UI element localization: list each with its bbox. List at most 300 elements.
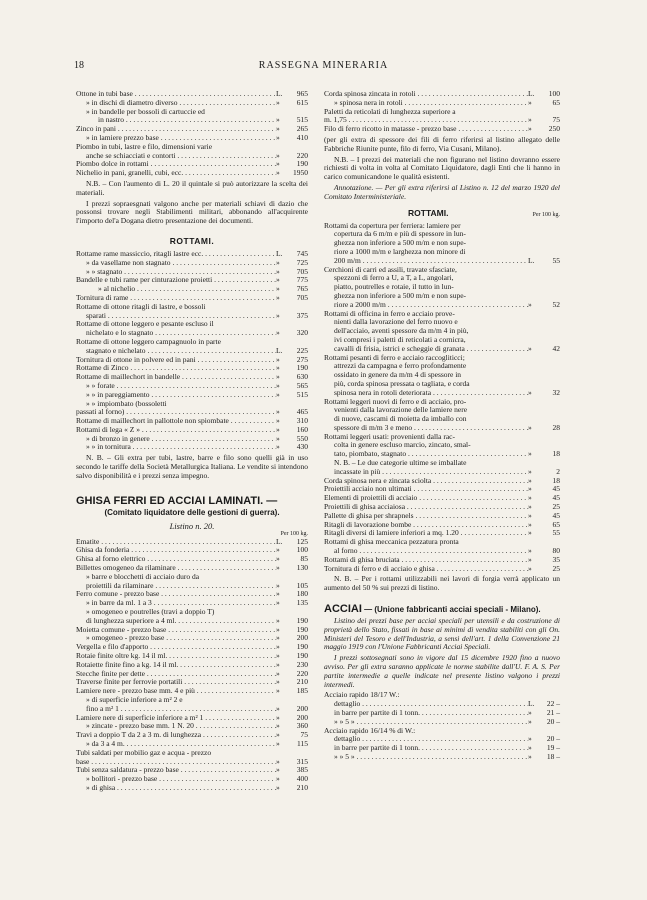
row-label: » spinosa nera in rotoli . . . [324,99,528,108]
row-currency: » [528,449,532,459]
price-row [324,230,560,239]
row-price: 28 [552,422,560,432]
row-label: ossidato in genere da m/m 4 di spessore in [334,371,462,380]
row-price: 775 [296,275,308,285]
row-currency: » [276,598,280,608]
price-row [76,643,308,652]
price-row [76,626,308,635]
row-label: Rottame di Zinco . . . [76,364,276,373]
row-label: Corda spinosa nera e zincata sciolta . . . [324,477,528,486]
row-label: tato, piombato, stagnato . . . [324,450,528,459]
row-label: Acciaio rapido 18/17 W.: [324,691,400,700]
price-row [324,108,560,117]
price-row [76,356,308,365]
row-price: 190 [296,159,308,169]
row-price: 400 [296,774,308,784]
row-price: 22 – [546,699,560,709]
row-label: spinosa nera in rotoli deteriorata . . . [324,389,528,398]
row-price: 75 [300,730,308,740]
row-label: Rottami di officina in ferro e acciaio prove- [324,309,455,318]
row-price: 230 [296,659,308,669]
price-row [324,556,560,565]
row-price: 42 [552,343,560,353]
row-price: 45 [552,493,560,503]
row-label: in barre per partite di 1 tonn. . . . [324,744,528,753]
row-label: Tornitura di ferro e di acciaio e ghisa . . . [324,565,528,574]
price-row [324,274,560,283]
row-label: Ghisa al forno elettrico . . . [76,555,276,564]
row-label: stagnato e nichelato . . . [76,347,276,356]
price-row [76,382,308,391]
row-label: Ferro comune - prezzo base . . . [76,590,276,599]
row-currency: » [276,633,280,643]
row-currency: » [528,343,532,353]
row-label: Lamiere nere - prezzo base mm. 4 e più . . . [76,687,276,696]
row-label: passati al forno) . . . [76,408,276,417]
price-row [76,312,308,321]
row-label: Rotaiette finite fino a kg. 14 il ml. . . . [76,661,276,670]
price-row [76,670,308,679]
ghisa-list [76,538,308,793]
row-currency: » [528,493,532,503]
row-price: 465 [296,407,308,417]
row-label: Bandelle e tubi rame per cinturazione proietti . . . [76,276,276,285]
row-price: 315 [296,756,308,766]
row-label: » omogeneo e poutrelles (travi a doppio T) [86,608,215,617]
row-price: 19 – [546,743,560,753]
row-label: dettaglio . . . [324,700,528,709]
row-currency: » [276,545,280,555]
right-column [324,90,560,762]
acciai-title: ACCIAI [324,603,362,616]
price-row [324,248,560,257]
row-price: 1950 [293,168,308,178]
row-price: 200 [296,703,308,713]
row-price: 75 [552,115,560,125]
row-price: 765 [296,284,308,294]
row-label: incassate in più . . . [324,468,528,477]
row-currency: » [276,765,280,775]
price-row [76,329,308,338]
row-price: 190 [296,615,308,625]
row-label: Rottami leggeri nuovi di ferro e di acciaio, pro- [324,397,467,406]
left-rottami-title: ROTTAMI. [169,235,215,246]
price-row [76,546,308,555]
row-currency: » [528,97,532,107]
row-price: 200 [296,633,308,643]
row-price: 190 [296,651,308,661]
row-price: 100 [296,545,308,555]
row-currency: » [528,751,532,761]
row-price: 190 [296,363,308,373]
price-row [76,617,308,626]
row-price: 320 [296,328,308,338]
row-currency: » [276,589,280,599]
price-row [76,276,308,285]
price-row [324,521,560,530]
row-label: Billettes omogeneo da rilaminare . . . [76,564,276,573]
row-currency: » [276,275,280,285]
row-label: Rottami pesanti di ferro e acciaio raccogliticci; [324,353,465,362]
row-currency: » [528,546,532,556]
row-label: » » stagnato . . . [76,268,276,277]
row-price: 630 [296,372,308,382]
row-label: » da vasellame non stagnato . . . [76,259,276,268]
price-row [76,573,308,582]
row-currency: » [528,502,532,512]
row-label: più, corda spinosa pressata o tagliata, e corda [334,379,470,388]
row-currency: » [276,442,280,452]
row-label: Proiettili di ghisa acciaiosa . . . [324,503,528,512]
row-currency: » [276,686,280,696]
price-row [76,364,308,373]
row-currency: » [276,372,280,382]
price-row [76,731,308,740]
row-label: Corda spinosa zincata in rotoli . . . [324,90,528,99]
row-label: Proiettili acciaio non ultimati . . . [324,485,528,494]
row-label: Ritagli diversi di lamiere inferiori a mq. 1.20 . . . [324,529,528,538]
row-price: 18 [552,475,560,485]
right-rottami-title: ROTTAMI. [408,207,449,218]
row-label: Elementi di proiettili di acciaio . . . [324,494,528,503]
row-currency: » [276,668,280,678]
row-currency: » [276,328,280,338]
row-currency: » [528,708,532,717]
price-row [324,125,560,134]
row-label: » di superficie inferiore a m² 2 e [86,696,183,705]
acciai-list [324,691,560,761]
row-price: 52 [552,299,560,309]
row-price: 25 [552,563,560,573]
row-label: di nuove, cascami di moietta da imballo con [334,415,467,424]
row-currency: L. [276,89,283,98]
row-label: Rottami di lega « Z » . . . [76,426,276,435]
price-row [76,714,308,723]
row-price: 200 [296,712,308,722]
row-label: in nastro . . . [76,116,276,125]
row-label: Rottame di maillechort in bandelle . . . [76,373,276,382]
ghisa-subtitle: (Comitato liquidatore delle gestioni di guerra). [104,507,280,517]
row-label: » » in pareggiamento . . . [76,391,276,400]
row-price: 18 [552,449,560,459]
row-currency: » [276,563,280,573]
row-label: » al nichelio . . . [76,285,276,294]
row-label: venienti dalla lavorazione delle lamiere nere [334,406,468,415]
left-note-2: I prezzi sopraesgnati valgono anche per materiali schiavi di dazio che possonsi trovare negli Stabilimenti militari, abbonando all'acquirente l'importo del'a Dogana dietro presentazione dei documenti. [76,198,308,226]
price-row [324,380,560,389]
row-label: Tubi saldati per mobilio gaz e acqua - prezzo [76,748,212,757]
row-currency: » [276,310,280,320]
row-price: 55 [552,255,560,265]
row-price: 185 [296,686,308,696]
row-price: 190 [296,624,308,634]
row-label: cavalli di frisia, istrici e scheggie di granata . . . [324,345,528,354]
row-label: dettaglio . . . [324,735,528,744]
row-currency: L. [528,89,535,98]
row-label: di lunghezza superiore a 4 ml. . . . [76,617,276,626]
price-row [324,485,560,494]
price-row [324,468,560,477]
price-row [324,99,560,108]
row-label: » in bandelle per bossoli di cartuccie ed [86,107,205,116]
row-label: 200 m/m . . . [324,257,528,266]
price-row [76,391,308,400]
row-label: Filo di ferro ricotto in matasse - prezzo base . . . [324,125,528,134]
row-currency: L. [528,255,535,265]
row-currency: » [528,115,532,125]
row-price: 550 [296,433,308,443]
price-row [324,459,560,468]
price-row [76,99,308,108]
row-label: nichelato e lo stagnato . . . [76,329,276,338]
price-row [76,696,308,705]
row-label: Rottame di ottone leggero campagnuolo in parte [76,337,221,346]
row-price: 20 – [546,734,560,744]
left-note-3: N. B. – Gli extra per tubi, lastre, barre e filo sono quelli già in uso secondo le tariffe della Società Metallurgica Italiana. Le vendite si intendono salvo disponibilità e i prezzi senza impegno. [76,453,308,480]
row-price: 310 [296,416,308,426]
row-price: 80 [552,546,560,556]
price-row [324,424,560,433]
running-title: RASSEGNA MINERARIA [258,60,389,71]
row-label: ghezza non inferiore a 500 m/m e non supe- [334,291,467,300]
price-row [76,608,308,617]
row-label: Tornitura di ottone in polvere ed in pani . . . [76,356,276,365]
price-row [76,90,308,99]
left-rottami-list [76,250,308,452]
row-price: 725 [296,257,308,267]
row-currency: » [276,433,280,443]
row-price: 965 [296,89,308,98]
row-label: Nichelio in pani, granelli, cubi, ecc. . . . [76,169,276,178]
row-currency: » [276,756,280,766]
row-currency: » [528,743,532,753]
row-price: 565 [296,380,308,390]
row-currency: » [528,466,532,476]
price-row [76,538,308,547]
price-row [324,222,560,231]
row-label: Vergella e filo d'apporto . . . [76,643,276,652]
row-price: 515 [296,389,308,399]
price-row [76,417,308,426]
row-price: 65 [552,519,560,529]
row-label: » » impiombato (bossoletti [86,399,167,408]
price-row [76,125,308,134]
row-price: 21 – [546,708,560,717]
price-row [324,727,560,736]
row-label: » bollitori - prezzo base . . . [76,775,276,784]
row-label: Rottami leggeri usati: provenienti dalla rac- [324,432,455,441]
row-currency: » [276,580,280,590]
row-currency: » [276,354,280,364]
price-row [76,169,308,178]
row-price: 275 [296,354,308,364]
row-price: 705 [296,266,308,276]
page-number: 18 [74,60,84,71]
row-label: attrezzi da campagna e ferro profondamente [334,362,467,371]
listino-label: Listino n. 20. [169,520,215,531]
row-label: » » 5 » . . . [324,718,528,727]
row-label: Piombo in tubi, lastre e filo, dimensioni varie [76,142,213,151]
left-unit-label: Per 100 kg. [280,530,308,537]
row-label: Ottone in tubi base . . . [76,90,276,99]
row-label: » » 5 » . . . [324,753,528,762]
price-row [324,116,560,125]
row-label: Piombo dolce in rottami . . . [76,160,276,169]
row-label: Rotaie finite oltre kg. 14 il ml. . . . [76,652,276,661]
row-currency: » [276,615,280,625]
row-label: » di bronzo in genere . . . [76,435,276,444]
row-label: Stecche finite per dette . . . [76,670,276,679]
price-row [76,661,308,670]
price-row [324,310,560,319]
row-currency: » [276,677,280,687]
row-currency: » [276,651,280,661]
right-rottami-header [324,208,560,218]
price-row [324,565,560,574]
acciai-text-1: Listino dei prezzi base per acciai speciali per utensili e da costruzione di proprietà dello Stato, fissati in base ai minimi di vendita stabiliti con gli On. Ministeri del Tesoro e dell'Industria, a sensi dell'art. 1 della Convenzione 21 maggio 1919 con l'Unione Fabbricanti Acciai Speciali. [324,616,560,652]
price-row [76,555,308,564]
row-currency: » [528,124,532,134]
right-note-forgia: N. B. – Per i rottami utilizzabili nei lavori di forgia verrà applicato un aumento del 50 % sui prezzi di listino. [324,574,560,593]
row-label: copertura da 6 m/m e più di spessore in lun- [334,230,466,239]
row-label: » di ghisa . . . [76,784,276,793]
row-currency: » [276,380,280,390]
row-label: fino a m² 1 . . . [76,705,276,714]
price-row [324,512,560,521]
left-column [76,90,308,793]
row-price: 85 [300,554,308,564]
row-label: » in lamiere prezzo base . . . [76,134,276,143]
acciai-text-2: I prezzi sottosegnati sono in vigore dal 15 dicembre 1920 fino a nuovo avviso. Per gli extra saranno applicate le norme stabilite dall'U. F. A. S. Per partite intermedie a quelle indicate nel presente listino valgono i prezzi intermedi. [324,653,560,689]
row-currency: » [276,115,280,125]
right-annotazione: Annotazione. — Per gli extra riferirsi al Listino n. 12 del marzo 1920 del Comitato Interministeriale. [324,182,560,201]
row-label: Lamiere nere di superficie inferiore a m² 1 . . . [76,714,276,723]
row-label: Rottame di maillechort in pallottole non spiombate . . . [76,417,276,426]
price-row [324,494,560,503]
row-currency: L. [528,699,535,709]
price-row [76,590,308,599]
row-label: Paletti da reticolati di lunghezza superiore a [324,107,456,116]
price-row [324,362,560,371]
row-price: 135 [296,598,308,608]
row-currency: » [276,624,280,634]
row-label: ghezza non inferiore a 500 m/m e non supe- [334,239,467,248]
row-label: Rottame di ottone ritagli di lastre, e bossoli [76,302,206,311]
row-label: spessore di m/m 3 e meno . . . [324,424,528,433]
row-label: Ritagli di lavorazione bombe . . . [324,521,528,530]
price-row [76,749,308,758]
row-label: » da 3 a 4 m. . . . [76,740,276,749]
row-price: 55 [552,528,560,538]
row-price: 375 [296,310,308,320]
row-currency: » [276,739,280,748]
row-price: 160 [296,424,308,434]
row-price: 35 [552,554,560,564]
price-row [324,389,560,398]
row-label: N. B. – Le due categorie ultime se imballate [334,459,467,468]
row-currency: » [276,389,280,399]
row-price: 705 [296,292,308,302]
price-row [76,294,308,303]
price-row [324,744,560,753]
row-price: 515 [296,115,308,125]
row-currency: » [276,132,280,142]
price-row [76,599,308,608]
row-price: 105 [296,580,308,590]
price-row [76,373,308,382]
row-label: Tornitura di rame . . . [76,294,276,303]
row-price: 45 [552,510,560,520]
row-currency: » [528,510,532,520]
price-row [324,336,560,345]
row-currency: » [276,416,280,426]
row-price: 410 [296,132,308,142]
price-row [76,134,308,143]
row-price: 2 [556,466,560,476]
price-row [76,775,308,784]
row-currency: » [276,730,280,740]
row-currency: » [276,150,280,160]
price-row [76,116,308,125]
row-price: 125 [296,536,308,546]
left-note-1: N.B. – Con l'aumento di L. 20 il quintale si può autorizzare la scelta dei materiali. [76,178,308,197]
row-label: piatto, poutrelles e rotaie, il tutto in lun- [334,283,454,292]
row-currency: » [276,659,280,669]
price-row [324,735,560,744]
row-currency: » [276,97,280,107]
price-row [324,691,560,700]
row-currency: » [528,387,532,397]
price-row [76,784,308,793]
row-label: Ghisa da fonderia . . . [76,546,276,555]
price-row [76,758,308,767]
row-label: anche se schiacciati e contorti . . . [76,152,276,161]
row-label: sparati . . . [76,312,276,321]
row-label: Tubi senza saldatura - prezzo base . . . [76,766,276,775]
row-label: » barre e blocchetti di acciaio duro da [86,572,200,581]
price-row [76,108,308,117]
row-currency: » [528,563,532,573]
row-label: Cerchioni di carri ed assili, travate sfasciate, [324,265,457,274]
row-label: Zinco in pani . . . [76,125,276,134]
price-row [324,433,560,442]
row-price: 100 [548,89,560,98]
row-price: 430 [296,442,308,452]
row-label: Pallette di ghisa per shrapnels . . . [324,512,528,521]
row-label: base . . . [76,758,276,767]
price-row [324,415,560,424]
right-note-filo: (per gli extra di spessore dei fili di ferro riferirsi al listino allegato delle Fabbriche Riunite punte, filo di ferro, Via Cusani, Milano). [324,134,560,153]
row-currency: » [276,782,280,792]
row-label: spezzoni di ferro a U, a T, a L, angolari, [334,274,454,283]
ghisa-title: GHISA FERRI ED ACCIAI LAMINATI. — [76,494,278,507]
row-price: 265 [296,124,308,134]
row-currency: » [528,519,532,529]
row-price: 20 – [546,716,560,726]
price-row [76,160,308,169]
row-currency: » [276,159,280,169]
row-price: 25 [552,502,560,512]
price-row [76,250,308,259]
price-row [324,266,560,275]
row-currency: » [528,734,532,744]
price-row [76,740,308,749]
row-label: dell'acciaio, aventi spessore da m/m 4 in più, [334,327,469,336]
price-row [76,766,308,775]
row-currency: » [528,554,532,564]
price-row [324,90,560,99]
row-price: 250 [548,124,560,134]
